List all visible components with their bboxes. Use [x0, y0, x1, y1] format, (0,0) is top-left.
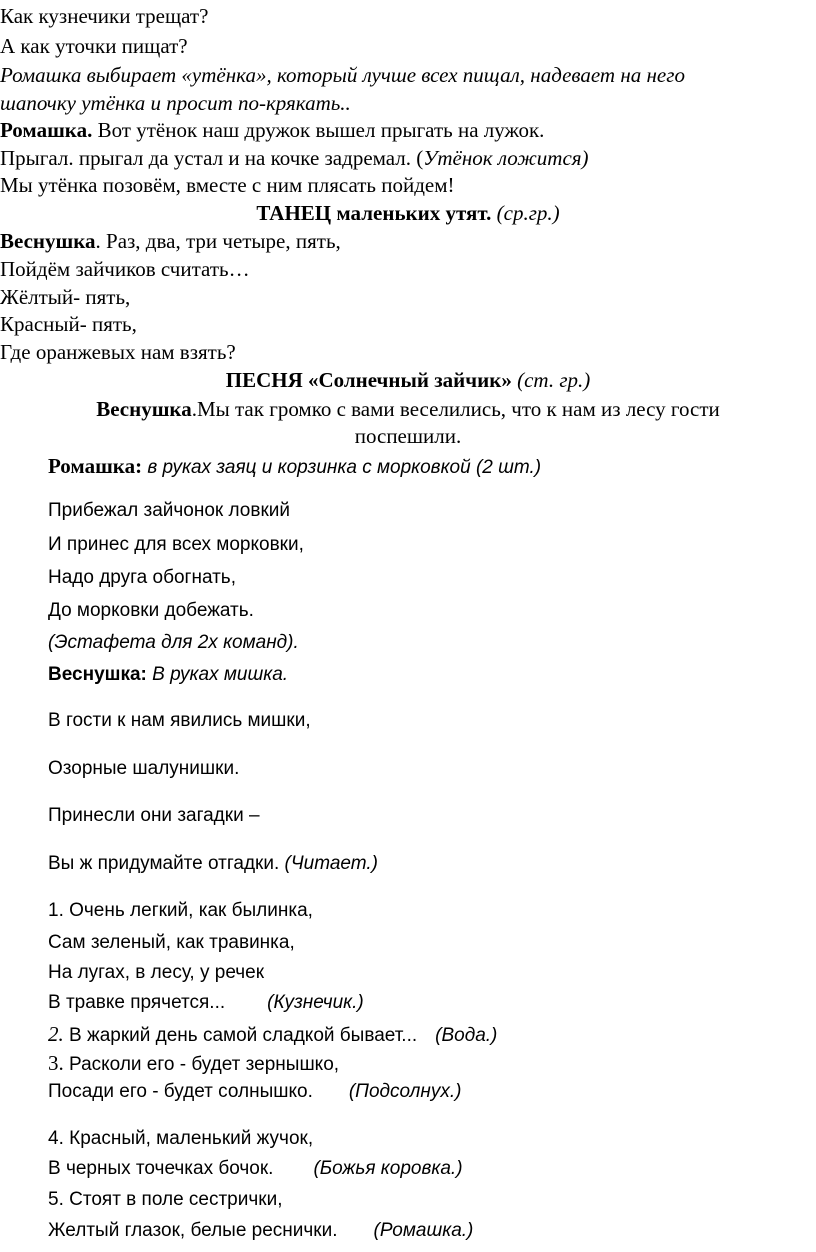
- text-line: Принесли они загадки –: [48, 805, 260, 826]
- text-line: [0, 146, 589, 170]
- text-line: Жёлтый- пять,: [0, 285, 131, 309]
- stage-direction: в руках заяц и корзинка с морковкой (2 шт.): [142, 457, 542, 478]
- riddle-line: [48, 1220, 473, 1242]
- speaker-name: Ромашка:: [48, 454, 143, 478]
- stage-direction: (Читает.): [284, 853, 378, 874]
- text-line: Мы утёнка позовём, вместе с ним плясать пойдем!: [0, 173, 455, 197]
- stage-direction: шапочку утёнка и просит по-крякать..: [0, 91, 351, 115]
- dialogue-text: Вот утёнок наш дружок вышел прыгать на лужок.: [92, 118, 545, 142]
- stage-direction: Ромашка выбирает «утёнка», который лучше всех пищал, надевает на него: [0, 63, 685, 87]
- riddle-number: 2.: [48, 1022, 64, 1046]
- text-line: [48, 853, 378, 875]
- dialogue-text: Вы ж придумайте отгадки.: [48, 853, 285, 874]
- speaker-name: Веснушка:: [48, 664, 147, 685]
- riddle-text: В жаркий день самой сладкой бывает...: [63, 1025, 418, 1046]
- dialogue-line: [48, 664, 288, 686]
- riddle-text: В травке прячется...: [48, 992, 226, 1013]
- riddle-line: 4. Красный, маленький жучок,: [48, 1128, 314, 1149]
- heading-title: ТАНЕЦ маленьких утят.: [256, 201, 492, 225]
- text-line: И принес для всех морковки,: [48, 534, 304, 555]
- riddle-line: [48, 992, 364, 1014]
- riddle-answer: (Вода.): [435, 1025, 498, 1046]
- section-heading: [0, 201, 816, 225]
- riddle-answer: (Ромашка.): [373, 1220, 474, 1241]
- text-line: Прибежал зайчонок ловкий: [48, 500, 291, 521]
- text-line: До морковки добежать.: [48, 600, 254, 621]
- text-line: Красный- пять,: [0, 312, 137, 336]
- text-line: Пойдём зайчиков считать…: [0, 257, 250, 281]
- dialogue-line: [0, 397, 816, 421]
- text-line: поспешили.: [354, 424, 462, 448]
- dialogue-line: [0, 118, 544, 142]
- riddle-text: Желтый глазок, белые реснички.: [48, 1220, 338, 1241]
- dialogue-text: . Раз, два, три четыре, пять,: [95, 229, 341, 253]
- speaker-name: Веснушка: [0, 229, 96, 253]
- riddle-text: Расколи его - будет зернышко,: [63, 1054, 340, 1075]
- dialogue-line: [0, 229, 341, 253]
- heading-note: (ст. гр.): [511, 368, 591, 392]
- text-line: В гости к нам явились мишки,: [48, 710, 311, 731]
- riddle-line: Сам зеленый, как травинка,: [48, 932, 295, 953]
- text-line: Где оранжевых нам взять?: [0, 340, 236, 364]
- riddle-line: [48, 1081, 461, 1103]
- section-heading: [0, 368, 816, 392]
- riddle-line: 5. Стоят в поле сестрички,: [48, 1189, 283, 1210]
- dialogue-text: .Мы так громко с вами веселились, что к нам из лесу гости: [191, 397, 720, 421]
- riddle-answer: (Божья коровка.): [313, 1158, 463, 1179]
- riddle-line: [48, 1051, 339, 1076]
- heading-note: (ср.гр.): [491, 201, 560, 225]
- text-line: Надо друга обогнать,: [48, 567, 236, 588]
- riddle-line: На лугах, в лесу, у речек: [48, 962, 265, 983]
- heading-title: ПЕСНЯ «Солнечный зайчик»: [225, 368, 512, 392]
- riddle-line: [48, 1022, 497, 1047]
- riddle-line: 1. Очень легкий, как былинка,: [48, 900, 313, 921]
- riddle-text: В черных точечках бочок.: [48, 1158, 274, 1179]
- riddle-answer: (Кузнечик.): [267, 992, 364, 1013]
- dialogue-line: [48, 454, 541, 479]
- stage-direction: (Эстафета для 2х команд).: [48, 632, 299, 653]
- text-line: Озорные шалунишки.: [48, 758, 240, 779]
- speaker-name: Веснушка: [96, 397, 192, 421]
- riddle-line: [48, 1158, 463, 1180]
- stage-direction: В руках мишка.: [146, 664, 289, 685]
- speaker-name: Ромашка.: [0, 118, 93, 142]
- text-line: Как кузнечики трещат?: [0, 4, 209, 28]
- riddle-answer: (Подсолнух.): [348, 1081, 462, 1102]
- riddle-text: Посади его - будет солнышко.: [48, 1081, 313, 1102]
- stage-direction: Утёнок ложится): [423, 146, 589, 170]
- riddle-number: 3.: [48, 1051, 64, 1075]
- text-line: А как уточки пищат?: [0, 34, 188, 58]
- dialogue-text: Прыгал. прыгал да устал и на кочке задремал. (: [0, 146, 424, 170]
